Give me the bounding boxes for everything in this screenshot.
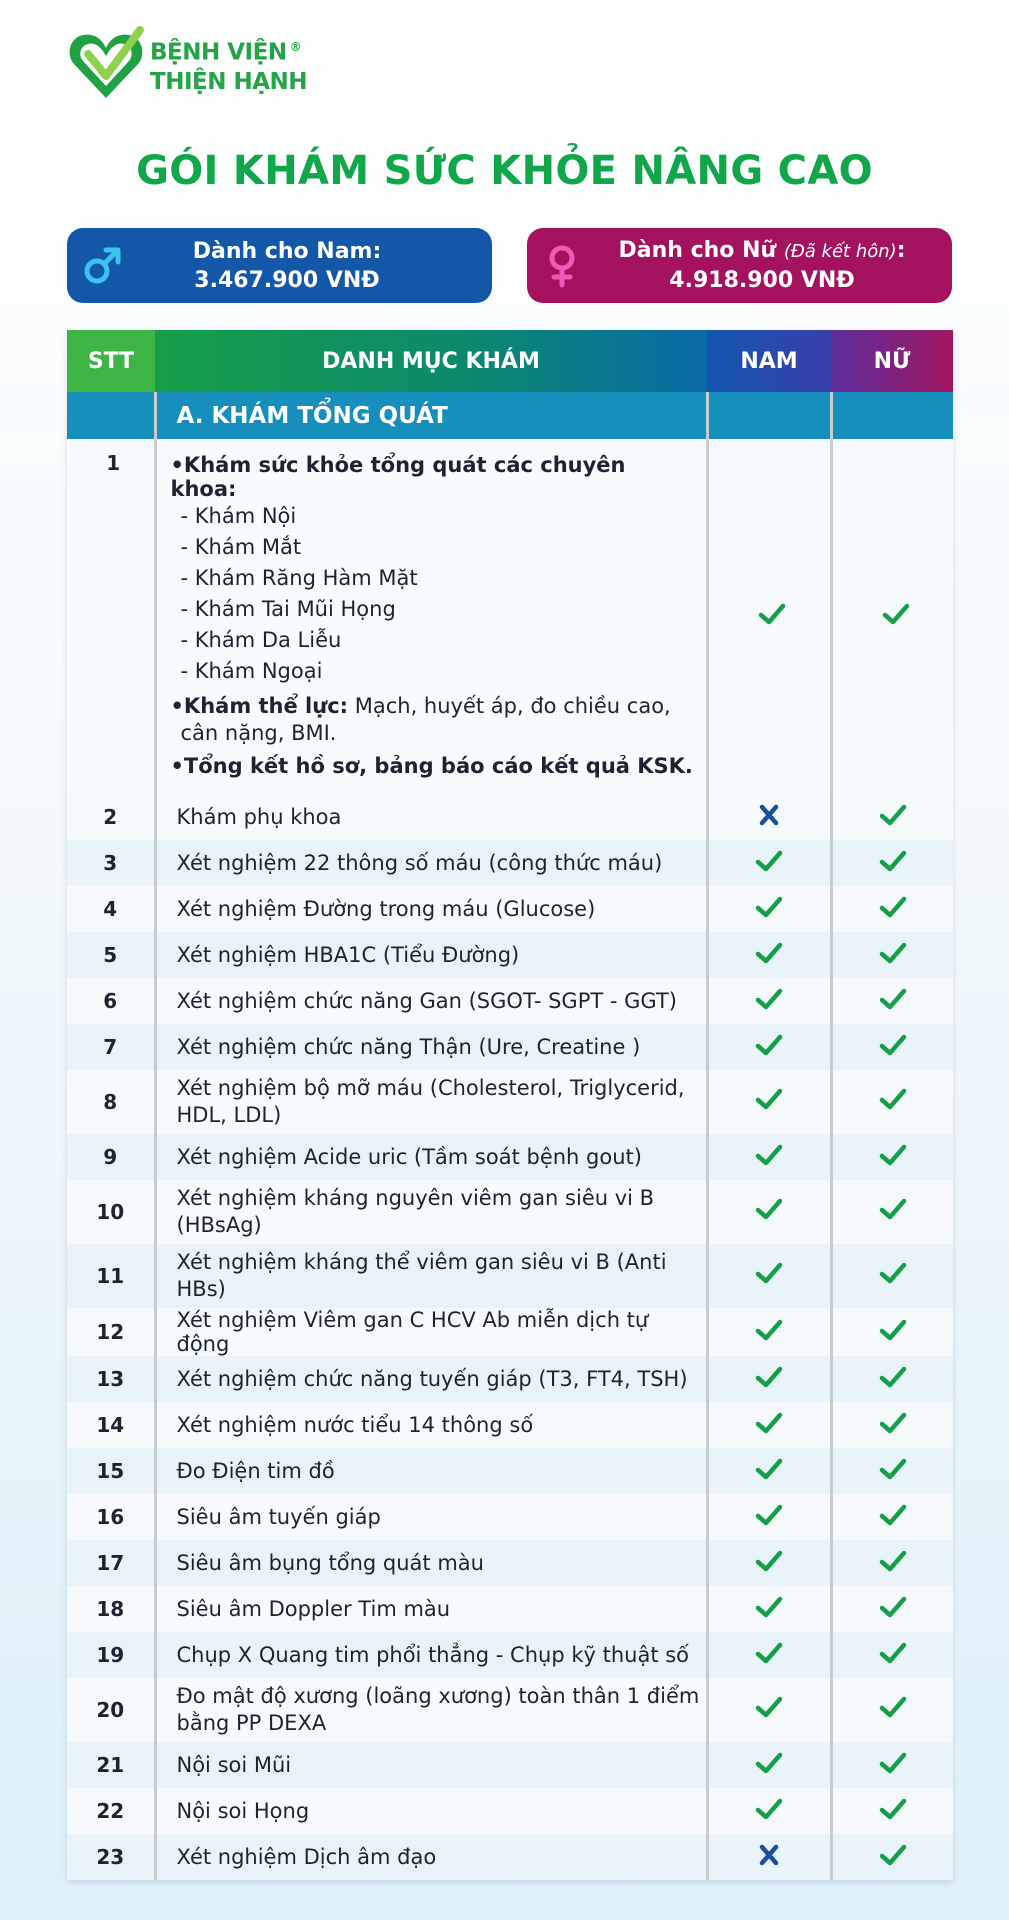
check-icon	[879, 802, 907, 828]
male-mark	[707, 886, 831, 932]
physical-exam-bold: •Khám thể lực:	[170, 694, 349, 718]
male-mark	[707, 1308, 831, 1356]
check-icon	[755, 894, 783, 920]
header-female: NỮ	[831, 330, 953, 392]
male-mark	[707, 1742, 831, 1788]
check-icon	[879, 1196, 907, 1222]
table-row	[67, 1134, 953, 1180]
table-row	[67, 978, 953, 1024]
section-row	[67, 392, 953, 439]
header-stt: STT	[67, 330, 155, 392]
table-row	[67, 1244, 953, 1308]
female-symbol-icon	[542, 244, 582, 288]
female-mark	[831, 1308, 953, 1356]
row-number: 5	[67, 932, 155, 978]
female-mark	[831, 1024, 953, 1070]
male-mark	[707, 1632, 831, 1678]
row-text: Xét nghiệm chức năng tuyến giáp (T3, FT4, TSH)	[155, 1356, 707, 1402]
row-text: Xét nghiệm Đường trong máu (Glucose)	[155, 886, 707, 932]
cross-icon	[755, 802, 783, 828]
row-text	[155, 439, 707, 794]
check-icon	[755, 1694, 783, 1720]
row-text: Xét nghiệm kháng nguyên viêm gan siêu vi B (HBsAg)	[155, 1180, 707, 1244]
female-mark	[831, 1540, 953, 1586]
check-icon	[879, 1032, 907, 1058]
specialty-item: - Khám Mắt	[180, 535, 302, 559]
row-number: 4	[67, 886, 155, 932]
female-mark	[831, 1834, 953, 1880]
male-mark	[707, 1448, 831, 1494]
table-row	[67, 1586, 953, 1632]
check-icon	[879, 1640, 907, 1666]
specialty-item: - Khám Da Liễu	[180, 628, 342, 652]
row-number: 9	[67, 1134, 155, 1180]
male-mark	[707, 439, 831, 794]
row-text: Xét nghiệm chức năng Thận (Ure, Creatine )	[155, 1024, 707, 1070]
female-price-box	[527, 228, 952, 303]
female-price: 4.918.900 VNĐ	[669, 268, 855, 293]
table-row	[67, 1402, 953, 1448]
check-icon	[879, 1410, 907, 1436]
row-number: 12	[67, 1308, 155, 1356]
male-mark	[707, 1678, 831, 1742]
row-number: 2	[67, 794, 155, 840]
male-mark	[707, 1244, 831, 1308]
check-icon	[879, 1364, 907, 1390]
table-row	[67, 840, 953, 886]
female-mark	[831, 1070, 953, 1134]
check-icon	[879, 1142, 907, 1168]
male-price-box	[67, 228, 492, 303]
check-icon	[755, 1410, 783, 1436]
male-mark	[707, 1024, 831, 1070]
check-icon	[879, 1317, 907, 1343]
check-icon	[879, 1750, 907, 1776]
row-text: Xét nghiệm Dịch âm đạo	[155, 1834, 707, 1880]
table-row	[67, 1494, 953, 1540]
summary-item: •Tổng kết hồ sơ, bảng báo cáo kết quả KSK.	[170, 754, 693, 778]
row-text: Siêu âm tuyến giáp	[155, 1494, 707, 1540]
check-icon	[879, 1694, 907, 1720]
check-icon	[879, 1260, 907, 1286]
header-male: NAM	[707, 330, 831, 392]
female-mark	[831, 794, 953, 840]
row-number: 3	[67, 840, 155, 886]
table-row	[67, 1356, 953, 1402]
table-row	[67, 1742, 953, 1788]
check-icon	[879, 1456, 907, 1482]
page-title: GÓI KHÁM SỨC KHỎE NÂNG CAO	[136, 148, 873, 194]
check-icon	[755, 1796, 783, 1822]
row-text: Nội soi Mũi	[155, 1742, 707, 1788]
check-icon	[879, 1548, 907, 1574]
table-row	[67, 1632, 953, 1678]
female-label: Dành cho Nữ	[618, 238, 777, 263]
row-text: Chụp X Quang tim phổi thẳng - Chụp kỹ thuật số	[155, 1632, 707, 1678]
row-text: Xét nghiệm chức năng Gan (SGOT- SGPT - GGT)	[155, 978, 707, 1024]
row-number: 10	[67, 1180, 155, 1244]
row-text: Xét nghiệm Acide uric (Tầm soát bệnh gout)	[155, 1134, 707, 1180]
row-number: 8	[67, 1070, 155, 1134]
male-mark	[707, 1134, 831, 1180]
female-mark	[831, 1180, 953, 1244]
row-text: Xét nghiệm 22 thông số máu (công thức máu)	[155, 840, 707, 886]
row-number: 20	[67, 1678, 155, 1742]
check-icon	[882, 601, 910, 627]
male-mark	[707, 1180, 831, 1244]
check-icon	[755, 1548, 783, 1574]
female-mark	[831, 840, 953, 886]
male-mark	[707, 932, 831, 978]
row-number: 23	[67, 1834, 155, 1880]
check-icon	[755, 1260, 783, 1286]
row-text: Khám phụ khoa	[155, 794, 707, 840]
female-mark	[831, 1402, 953, 1448]
female-mark	[831, 1742, 953, 1788]
check-icon	[879, 986, 907, 1012]
female-mark	[831, 1134, 953, 1180]
check-icon	[879, 1796, 907, 1822]
female-mark	[831, 1494, 953, 1540]
check-icon	[879, 1502, 907, 1528]
male-mark	[707, 794, 831, 840]
specialty-item: - Khám Ngoại	[180, 659, 323, 683]
table-row	[67, 1540, 953, 1586]
female-mark	[831, 439, 953, 794]
logo-line1: BỆNH VIỆN	[150, 39, 287, 66]
female-mark	[831, 1632, 953, 1678]
male-mark	[707, 1494, 831, 1540]
row-number: 16	[67, 1494, 155, 1540]
table-row	[67, 1834, 953, 1880]
check-icon	[755, 1456, 783, 1482]
specialty-item: - Khám Răng Hàm Mặt	[180, 566, 418, 590]
row-text: Siêu âm bụng tổng quát màu	[155, 1540, 707, 1586]
table-row	[67, 932, 953, 978]
male-mark	[707, 1070, 831, 1134]
check-icon	[879, 940, 907, 966]
check-icon	[755, 1640, 783, 1666]
male-label: Dành cho Nam:	[192, 238, 382, 264]
section-a-label: A. KHÁM TỔNG QUÁT	[155, 392, 707, 439]
row-text: Xét nghiệm HBA1C (Tiểu Đường)	[155, 932, 707, 978]
row-text: Xét nghiệm nước tiểu 14 thông số	[155, 1402, 707, 1448]
physical-exam-text: Mạch, huyết áp, đo chiều cao,	[348, 694, 671, 718]
physical-exam-text2: cân nặng, BMI.	[180, 721, 337, 745]
female-mark	[831, 1448, 953, 1494]
row-text: Nội soi Họng	[155, 1788, 707, 1834]
male-mark	[707, 1356, 831, 1402]
table-row	[67, 439, 953, 794]
check-icon	[755, 1750, 783, 1776]
row-number: 13	[67, 1356, 155, 1402]
male-mark	[707, 1540, 831, 1586]
female-mark	[831, 1788, 953, 1834]
male-mark	[707, 1834, 831, 1880]
row-number: 6	[67, 978, 155, 1024]
row-text: Siêu âm Doppler Tim màu	[155, 1586, 707, 1632]
row-text: Xét nghiệm Viêm gan C HCV Ab miễn dịch tự động	[155, 1308, 707, 1356]
row-number: 11	[67, 1244, 155, 1308]
row-text: Xét nghiệm bộ mỡ máu (Cholesterol, Triglycerid, HDL, LDL)	[155, 1070, 707, 1134]
male-mark	[707, 840, 831, 886]
male-mark	[707, 1402, 831, 1448]
check-icon	[758, 601, 786, 627]
check-icon	[755, 848, 783, 874]
row-number: 21	[67, 1742, 155, 1788]
female-mark	[831, 1678, 953, 1742]
cross-icon	[755, 1842, 783, 1868]
check-icon	[755, 1502, 783, 1528]
check-icon	[755, 1032, 783, 1058]
check-icon	[755, 940, 783, 966]
male-price: 3.467.900 VNĐ	[194, 267, 380, 293]
row-number: 1	[67, 439, 155, 794]
table-row	[67, 1070, 953, 1134]
row-number: 7	[67, 1024, 155, 1070]
table-row	[67, 1308, 953, 1356]
specialty-item: - Khám Tai Mũi Họng	[180, 597, 396, 621]
male-mark	[707, 1788, 831, 1834]
female-note: (Đã kết hôn)	[783, 241, 897, 262]
row-number: 18	[67, 1586, 155, 1632]
header-item: DANH MỤC KHÁM	[155, 330, 707, 392]
table-row	[67, 1024, 953, 1070]
registered-mark: ®	[289, 40, 302, 55]
check-icon	[755, 1142, 783, 1168]
check-icon	[755, 1317, 783, 1343]
table-row	[67, 886, 953, 932]
row-number: 22	[67, 1788, 155, 1834]
female-mark	[831, 978, 953, 1024]
check-icon	[879, 848, 907, 874]
row-number: 19	[67, 1632, 155, 1678]
check-icon	[755, 1086, 783, 1112]
table-row	[67, 794, 953, 840]
table-row	[67, 1678, 953, 1742]
row-text: Đo Điện tim đồ	[155, 1448, 707, 1494]
hospital-logo	[66, 26, 307, 104]
check-icon	[879, 894, 907, 920]
male-mark	[707, 1586, 831, 1632]
male-symbol-icon	[82, 244, 122, 288]
row-number: 14	[67, 1402, 155, 1448]
check-icon	[755, 1594, 783, 1620]
row-text: Đo mật độ xương (loãng xương) toàn thân 1 điểm bằng PP DEXA	[155, 1678, 707, 1742]
heart-logo-icon	[66, 26, 146, 104]
general-exam-heading: •Khám sức khỏe tổng quát các chuyên khoa:	[170, 453, 626, 501]
check-icon	[879, 1594, 907, 1620]
row-number: 17	[67, 1540, 155, 1586]
female-mark	[831, 1244, 953, 1308]
male-mark	[707, 978, 831, 1024]
female-mark	[831, 886, 953, 932]
check-icon	[755, 1196, 783, 1222]
female-mark	[831, 932, 953, 978]
row-text: Xét nghiệm kháng thể viêm gan siêu vi B (Anti HBs)	[155, 1244, 707, 1308]
check-icon	[879, 1842, 907, 1868]
table-header	[67, 330, 953, 392]
logo-line2: THIỆN HẠNH	[150, 68, 308, 95]
table-row	[67, 1448, 953, 1494]
check-icon	[755, 1364, 783, 1390]
row-number: 15	[67, 1448, 155, 1494]
specialty-item: - Khám Nội	[180, 504, 297, 528]
check-icon	[755, 986, 783, 1012]
table-row	[67, 1180, 953, 1244]
exam-table	[67, 330, 953, 1880]
female-colon: :	[896, 238, 906, 263]
check-icon	[879, 1086, 907, 1112]
female-mark	[831, 1586, 953, 1632]
table-row	[67, 1788, 953, 1834]
female-mark	[831, 1356, 953, 1402]
